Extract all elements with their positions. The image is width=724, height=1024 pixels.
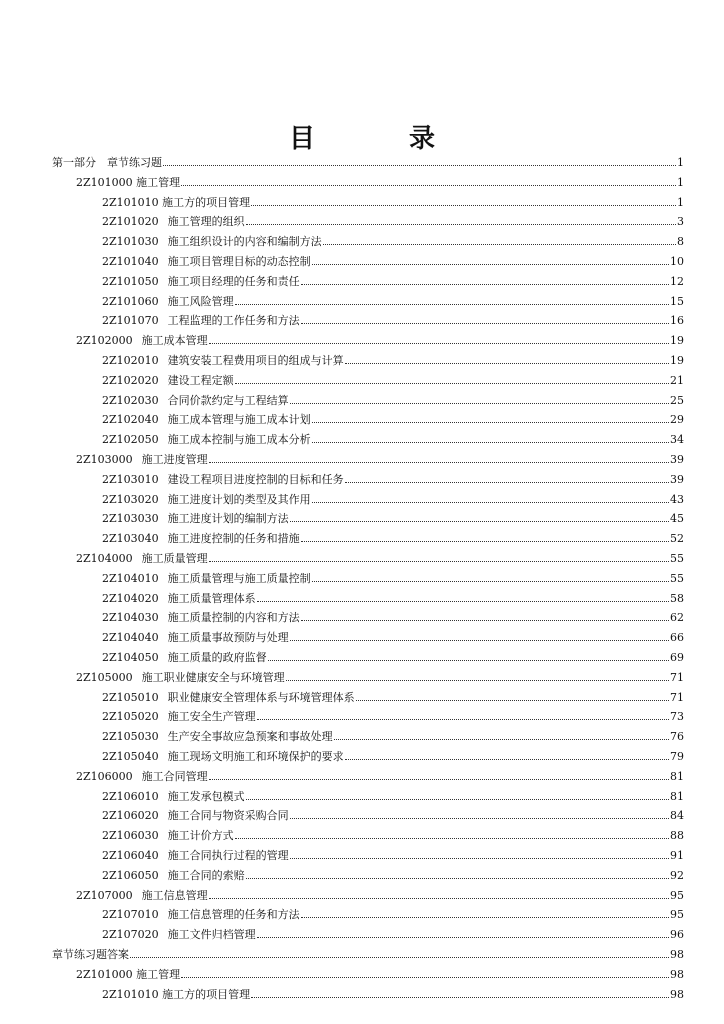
toc-entry[interactable]	[102, 786, 684, 806]
toc-entry[interactable]	[76, 766, 684, 786]
toc-entry[interactable]	[102, 390, 684, 410]
toc-entry-code: 2Z101040	[102, 255, 159, 268]
toc-entry-text: 建设工程定额	[167, 373, 234, 387]
toc-entry[interactable]	[102, 647, 684, 667]
toc-page-number: 95	[670, 888, 684, 902]
toc-leader-dots	[312, 568, 669, 582]
toc-leader-dots	[181, 964, 669, 978]
toc-page-number: 71	[670, 690, 684, 704]
toc-entry-label	[102, 866, 245, 886]
toc-leader-dots	[334, 726, 669, 740]
toc-entry[interactable]	[102, 726, 684, 746]
toc-page-number: 19	[670, 354, 684, 367]
toc-leader-dots	[257, 706, 669, 720]
toc-entry-text: 施工合同管理	[141, 769, 208, 783]
toc-entry-text: 施工质量事故预防与处理	[167, 631, 289, 645]
toc-entry-label	[102, 529, 300, 549]
toc-entry-label	[102, 707, 256, 727]
toc-entry[interactable]	[102, 865, 684, 885]
toc-entry-label	[102, 391, 289, 411]
toc-entry-label	[102, 688, 355, 708]
toc-page-number: 25	[670, 393, 684, 407]
toc-entry-text: 施工成本管理与施工成本计划	[167, 413, 311, 427]
toc-entry-text: 施工成本管理	[141, 334, 208, 348]
toc-entry-label	[102, 925, 256, 945]
toc-entry-text: 施工合同执行过程的管理	[167, 849, 289, 862]
toc-leader-dots	[312, 251, 669, 265]
toc-leader-dots	[235, 370, 669, 384]
toc-entry-text: 施工信息管理	[141, 888, 208, 902]
toc-leader-dots	[246, 211, 676, 225]
toc-leader-dots	[251, 192, 676, 206]
toc-entry-code: 2Z104050	[102, 651, 159, 664]
toc-page-number: 98	[670, 967, 684, 981]
toc-page-number: 62	[670, 611, 684, 625]
toc-leader-dots	[290, 508, 669, 522]
toc-entry[interactable]	[102, 588, 684, 608]
toc-leader-dots	[290, 390, 669, 404]
toc-entry[interactable]	[102, 568, 684, 588]
toc-entry-code: 2Z105030	[102, 730, 159, 744]
toc-leader-dots	[246, 865, 669, 879]
toc-entry-label	[76, 668, 285, 688]
toc-entry[interactable]	[102, 489, 684, 509]
toc-entry-text: 施工文件归档管理	[167, 928, 256, 942]
toc-entry-label	[102, 846, 289, 866]
toc-entry[interactable]	[102, 231, 684, 251]
toc-entry-label	[76, 549, 208, 569]
toc-entry-label	[102, 232, 322, 252]
toc-entry-text: 施工进度计划的编制方法	[167, 512, 289, 526]
toc-entry-label	[102, 608, 300, 628]
toc-entry-code: 2Z102000	[76, 334, 133, 348]
toc-entry-label	[102, 727, 333, 747]
toc-entry[interactable]	[102, 607, 684, 627]
toc-entry-text: 施工质量管理	[141, 552, 208, 565]
toc-entry-label	[52, 153, 162, 173]
toc-entry-code: 2Z105020	[102, 710, 159, 724]
toc-entry-label	[76, 173, 180, 193]
toc-page-number: 34	[670, 433, 684, 447]
toc-entry-text: 施工成本控制与施工成本分析	[167, 433, 311, 447]
toc-entry-label	[102, 490, 311, 510]
toc-entry-text: 生产安全事故应急预案和事故处理	[167, 730, 333, 744]
toc-entry-text: 施工合同的索赔	[167, 868, 245, 882]
toc-entry[interactable]	[102, 409, 684, 429]
toc-entry-text: 施工发承包模式	[167, 789, 245, 803]
toc-entry[interactable]	[102, 370, 684, 390]
toc-entry-label	[102, 905, 300, 925]
toc-entry[interactable]	[76, 172, 684, 192]
toc-page-number: 52	[670, 532, 684, 546]
toc-page-number: 81	[670, 789, 684, 803]
toc-leader-dots	[312, 489, 669, 503]
toc-entry-code: 2Z101060	[102, 294, 159, 308]
toc-leader-dots	[209, 330, 669, 344]
toc-leader-dots	[345, 350, 669, 364]
toc-entry-code: 2Z101020	[102, 215, 159, 229]
toc-entry-label	[102, 272, 300, 292]
toc-entry-label	[102, 212, 245, 232]
toc-entry-label	[76, 450, 208, 470]
toc-entry-text: 施工进度管理	[141, 453, 208, 466]
toc-entry[interactable]	[102, 746, 684, 766]
toc-entry-text: 施工质量管理与施工质量控制	[167, 571, 311, 585]
toc-entry[interactable]	[102, 528, 684, 548]
toc-leader-dots	[251, 984, 669, 998]
toc-page-number: 55	[670, 571, 684, 585]
toc-entry-code: 2Z102030	[102, 393, 159, 407]
toc-entry-text: 施工现场文明施工和环境保护的要求	[167, 750, 344, 763]
toc-leader-dots	[235, 291, 669, 305]
toc-entry[interactable]	[76, 330, 684, 350]
toc-entry[interactable]	[76, 548, 684, 568]
toc-entry-label	[102, 747, 344, 767]
toc-page-number: 1	[677, 195, 684, 209]
toc-page-number: 98	[670, 948, 684, 961]
toc-entry[interactable]	[76, 667, 684, 687]
toc-page-number: 91	[670, 849, 684, 862]
toc-entry-code: 2Z104040	[102, 631, 159, 645]
toc-entry-text: 施工合同与物资采购合同	[167, 809, 289, 823]
toc-entry-text: 施工质量管理体系	[167, 591, 256, 605]
toc-leader-dots	[257, 588, 669, 602]
toc-page-number: 66	[670, 631, 684, 645]
toc-entry[interactable]	[102, 429, 684, 449]
toc-leader-dots	[209, 548, 669, 562]
toc-entry-label	[102, 430, 311, 450]
toc-page-number: 43	[670, 492, 684, 506]
toc-entry[interactable]	[102, 192, 684, 212]
toc-entry-code: 2Z106030	[102, 829, 159, 843]
toc-entry-text: 职业健康安全管理体系与环境管理体系	[167, 690, 355, 704]
toc-leader-dots	[257, 924, 669, 938]
toc-entry-code: 2Z103030	[102, 512, 159, 526]
toc-leader-dots	[301, 607, 669, 621]
toc-entry[interactable]	[76, 885, 684, 905]
toc-entry[interactable]	[102, 271, 684, 291]
toc-entry-text: 施工职业健康安全与环境管理	[141, 670, 285, 684]
toc-entry-text: 施工风险管理	[167, 294, 234, 308]
toc-entry-label	[102, 589, 256, 609]
toc-leader-dots	[345, 746, 669, 760]
toc-entry-text: 施工安全生产管理	[167, 710, 256, 724]
toc-entry[interactable]	[102, 904, 684, 924]
toc-entry-code: 2Z102040	[102, 413, 159, 427]
toc-page-number: 1	[677, 156, 684, 169]
toc-entry-text: 章节练习题答案	[52, 948, 129, 961]
toc-leader-dots	[209, 766, 669, 780]
toc-page-number: 12	[670, 274, 684, 288]
toc-entry-label	[102, 806, 289, 826]
toc-entry[interactable]	[52, 152, 684, 172]
toc-entry-text: 合同价款约定与工程结算	[167, 393, 289, 407]
toc-entry[interactable]	[102, 350, 684, 370]
toc-entry-label	[76, 965, 180, 985]
toc-entry-text: 施工组织设计的内容和编制方法	[167, 235, 322, 249]
toc-leader-dots	[301, 528, 669, 542]
toc-leader-dots	[301, 271, 669, 285]
toc-page-number: 92	[670, 868, 684, 882]
toc-entry-label	[52, 945, 129, 965]
toc-entry-code: 2Z104010	[102, 571, 159, 585]
toc-page-number: 8	[677, 235, 684, 249]
toc-entry-code: 2Z106050	[102, 868, 159, 882]
toc-entry[interactable]	[52, 944, 684, 964]
toc-page-number: 55	[670, 552, 684, 565]
toc-entry-code: 2Z106040	[102, 849, 159, 862]
toc-entry[interactable]	[102, 469, 684, 489]
toc-entry[interactable]	[76, 449, 684, 469]
toc-leader-dots	[290, 845, 669, 859]
toc-leader-dots	[209, 449, 669, 463]
toc-entry-label	[102, 509, 289, 529]
toc-entry[interactable]	[102, 310, 684, 330]
toc-entry-text: 施工信息管理的任务和方法	[167, 908, 300, 922]
toc-leader-dots	[345, 469, 669, 483]
toc-entry-text: 工程监理的工作任务和方法	[167, 314, 300, 328]
toc-entry-text: 2Z101010 施工方的项目管理	[102, 987, 251, 1001]
toc-entry-text: 施工项目管理目标的动态控制	[167, 255, 311, 268]
toc-entry-text: 建筑安装工程费用项目的组成与计算	[167, 354, 344, 367]
toc-entry-label	[102, 470, 344, 490]
toc-entry-text: 施工质量控制的内容和方法	[167, 611, 300, 625]
toc-leader-dots	[209, 885, 669, 899]
toc-page-number: 1	[677, 175, 684, 189]
toc-entry-text: 施工项目经理的任务和责任	[167, 274, 300, 288]
toc-page-number: 69	[670, 651, 684, 664]
toc-page-number: 98	[670, 987, 684, 1001]
toc-entry[interactable]	[102, 508, 684, 528]
toc-page-number: 76	[670, 730, 684, 744]
toc-entry[interactable]	[102, 211, 684, 231]
toc-page-number: 95	[670, 908, 684, 922]
toc-page-number: 15	[670, 294, 684, 308]
toc-page-number: 58	[670, 591, 684, 605]
toc-entry[interactable]	[102, 845, 684, 865]
toc-page-number: 39	[670, 453, 684, 466]
toc-entry-text: 第一部分 章节练习题	[52, 156, 162, 169]
toc-entry-code: 2Z101070	[102, 314, 159, 328]
toc-entry-label	[102, 311, 300, 331]
toc-entry-code: 2Z103040	[102, 532, 159, 546]
toc-page-number: 10	[670, 255, 684, 268]
toc-page-number: 16	[670, 314, 684, 328]
toc-leader-dots	[312, 429, 669, 443]
toc-entry-code: 2Z105010	[102, 690, 159, 704]
toc-entry-code: 2Z105000	[76, 670, 133, 684]
toc-page-number: 45	[670, 512, 684, 526]
toc-entry-code: 2Z104020	[102, 591, 159, 605]
toc-entry[interactable]	[102, 251, 684, 271]
toc-entry-label	[76, 331, 208, 351]
toc-entry-code: 2Z101030	[102, 235, 159, 249]
toc-entry[interactable]	[102, 984, 684, 1004]
toc-leader-dots	[356, 687, 669, 701]
toc-page-number: 88	[670, 829, 684, 843]
toc-entry-label	[102, 371, 234, 391]
toc-entry-code: 2Z105040	[102, 750, 159, 763]
toc-entry-text: 施工进度控制的任务和措施	[167, 532, 300, 546]
toc-page-number: 79	[670, 750, 684, 763]
toc-entry[interactable]	[102, 805, 684, 825]
toc-entry-label	[102, 826, 234, 846]
toc-entry-code: 2Z102010	[102, 354, 159, 367]
toc-entry[interactable]	[102, 825, 684, 845]
toc-entry-code: 2Z106000	[76, 769, 133, 783]
toc-leader-dots	[235, 825, 669, 839]
toc-entry-text: 施工进度计划的类型及其作用	[167, 492, 311, 506]
toc-entry-text: 施工管理的组织	[167, 215, 245, 229]
toc-leader-dots	[290, 627, 669, 641]
toc-entry-code: 2Z107010	[102, 908, 159, 922]
toc-page-number: 39	[670, 472, 684, 486]
toc-entry-text: 建设工程项目进度控制的目标和任务	[167, 472, 344, 486]
toc-entry-label	[102, 193, 250, 213]
toc-leader-dots	[301, 904, 669, 918]
toc-entry-label	[102, 252, 311, 272]
toc-entry[interactable]	[102, 706, 684, 726]
toc-entry-code: 2Z104030	[102, 611, 159, 625]
toc-entry-text: 施工质量的政府监督	[167, 651, 267, 664]
toc-page-number: 19	[670, 334, 684, 348]
toc-entry-label	[102, 985, 250, 1005]
toc-page-number: 3	[677, 215, 684, 229]
toc-entry[interactable]	[102, 627, 684, 647]
toc-entry-text: 2Z101000 施工管理	[76, 175, 181, 189]
toc-entry-text: 2Z101000 施工管理	[76, 967, 181, 981]
toc-entry-code: 2Z103020	[102, 492, 159, 506]
toc-leader-dots	[268, 647, 669, 661]
toc-leader-dots	[246, 786, 669, 800]
toc-entry-text: 2Z101010 施工方的项目管理	[102, 195, 251, 209]
toc-entry-code: 2Z102050	[102, 433, 159, 447]
toc-entry-label	[102, 569, 311, 589]
toc-leader-dots	[163, 152, 676, 166]
toc-leader-dots	[181, 172, 676, 186]
toc-entry-code: 2Z107020	[102, 928, 159, 942]
toc-entry-label	[102, 410, 311, 430]
toc-entry-label	[76, 767, 208, 787]
toc-leader-dots	[286, 667, 669, 681]
toc-entry-code: 2Z101050	[102, 274, 159, 288]
toc-entry-label	[102, 628, 289, 648]
toc-leader-dots	[323, 231, 676, 245]
toc-entry-code: 2Z103010	[102, 472, 159, 486]
toc-page-number: 84	[670, 809, 684, 823]
toc-entry[interactable]	[102, 924, 684, 944]
toc-entry-code: 2Z106020	[102, 809, 159, 823]
toc-entry[interactable]	[102, 687, 684, 707]
toc-page-number: 71	[670, 670, 684, 684]
page-title: 目 录	[288, 124, 469, 154]
toc-page-number: 73	[670, 710, 684, 724]
toc-page-number: 29	[670, 413, 684, 427]
toc-leader-dots	[301, 310, 669, 324]
toc-entry[interactable]	[76, 964, 684, 984]
toc-entry-label	[76, 886, 208, 906]
toc-entry-code: 2Z102020	[102, 373, 159, 387]
toc-entry-label	[102, 787, 245, 807]
toc-page-number: 81	[670, 769, 684, 783]
toc-entry-code: 2Z106010	[102, 789, 159, 803]
toc-entry-text: 施工计价方式	[167, 829, 234, 843]
toc-entry-code: 2Z103000	[76, 453, 133, 466]
toc-leader-dots	[130, 944, 669, 958]
toc-page-number: 96	[670, 928, 684, 942]
toc-leader-dots	[290, 805, 669, 819]
toc-entry-label	[102, 292, 234, 312]
toc-entry-code: 2Z104000	[76, 552, 133, 565]
toc-leader-dots	[312, 409, 669, 423]
toc-entry-label	[102, 351, 344, 371]
toc-entry[interactable]	[102, 291, 684, 311]
toc-entry-code: 2Z107000	[76, 888, 133, 902]
toc-entry-label	[102, 648, 267, 668]
toc-page-number: 21	[670, 373, 684, 387]
